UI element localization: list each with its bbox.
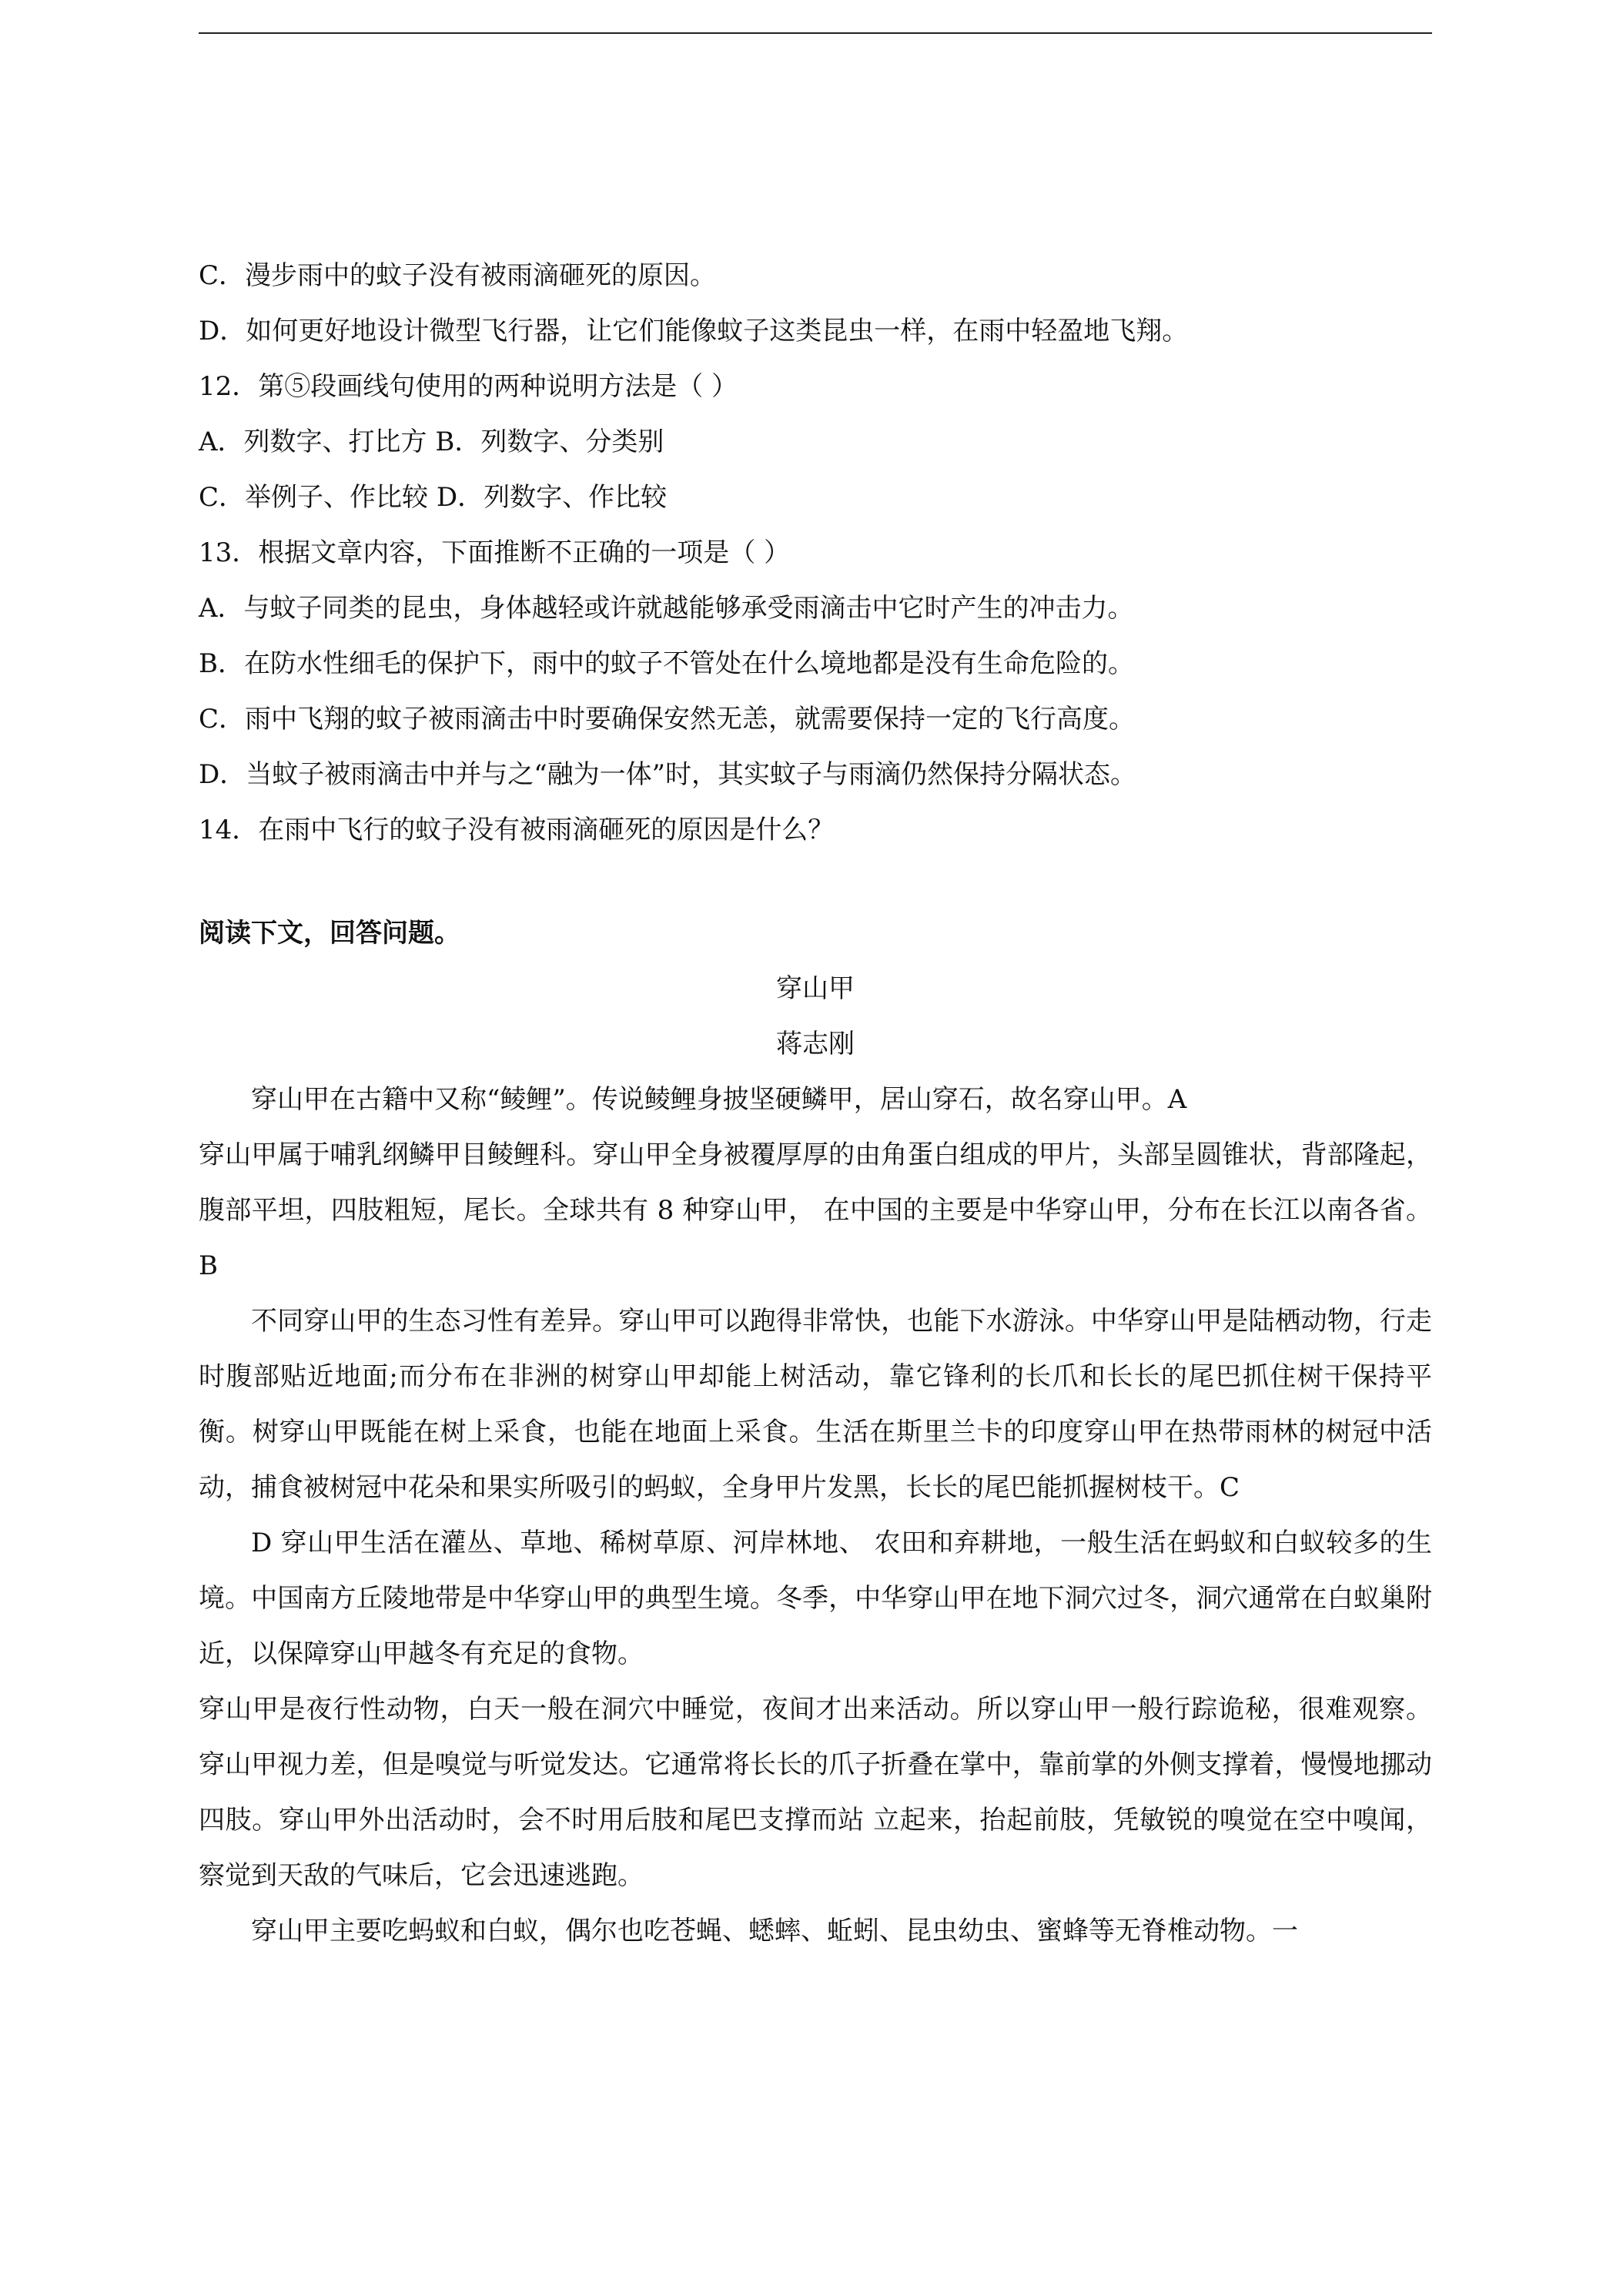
article-author: 蒋志刚 — [776, 1029, 855, 1059]
page-content — [199, 248, 1432, 1959]
article-paragraph-1: 穿山甲在古籍中又称“鲮鲤”。传说鲮鲤身披坚硬鳞甲，居山穿石，故名穿山甲。A — [251, 1084, 1187, 1115]
article-paragraph-2: 穿山甲属于哺乳纲鳞甲目鲮鲤科。穿山甲全身被覆厚厚的由角蛋白组成的甲片，头部呈圆锥状，背部隆起，腹部平坦，四肢粗短，尾长。全球共有 8 种穿山甲， 在中国的主要是中华穿山甲，分布在长江以南各省。B — [199, 1140, 1432, 1281]
q13-option-b: B．在防水性细毛的保护下，雨中的蚊子不管处在什么境地都是没有生命危险的。 — [199, 648, 1134, 679]
q11-option-d: D．如何更好地设计微型飞行器，让它们能像蚊子这类昆虫一样，在雨中轻盈地飞翔。 — [199, 316, 1189, 346]
q12-stem: 12．第⑤段画线句使用的两种说明方法是（ ） — [199, 371, 738, 402]
reading-instruction: 阅读下文，回答问题。 — [199, 918, 460, 949]
article-paragraph-5: 穿山甲是夜行性动物，白天一般在洞穴中睡觉，夜间才出来活动。所以穿山甲一般行踪诡秘，很难观察。 穿山甲视力差，但是嗅觉与听觉发达。它通常将长长的爪子折叠在掌中，靠前掌的外侧支撑着，慢慢地挪动四肢。穿山甲外出活动时，会不时用后肢和尾巴支撑而站 立起来，抬起前肢，凭敏锐的嗅觉在空中嗅闻，察觉到天敌的气味后，它会迅速逃跑。 — [199, 1694, 1432, 1891]
section-gap — [199, 858, 1432, 905]
article-title: 穿山甲 — [776, 973, 855, 1004]
q13-option-c: C．雨中飞翔的蚊子被雨滴击中时要确保安然无恙，就需要保持一定的飞行高度。 — [199, 704, 1136, 735]
article-paragraph-6: 穿山甲主要吃蚂蚁和白蚁，偶尔也吃苍蝇、蟋蟀、蚯蚓、昆虫幼虫、蜜蜂等无脊椎动物。一 — [251, 1916, 1298, 1946]
q14-stem: 14．在雨中飞行的蚊子没有被雨滴砸死的原因是什么？ — [199, 815, 835, 845]
q13-option-d: D．当蚊子被雨滴击中并与之“融为一体”时，其实蚊子与雨滴仍然保持分隔状态。 — [199, 759, 1137, 790]
q12-options-cd: C．举例子、作比较 D．列数字、作比较 — [199, 482, 668, 513]
q11-option-c: C．漫步雨中的蚊子没有被雨滴砸死的原因。 — [199, 260, 717, 291]
header-rule — [199, 32, 1432, 34]
q13-option-a: A．与蚊子同类的昆虫，身体越轻或许就越能够承受雨滴击中它时产生的冲击力。 — [199, 593, 1134, 624]
article-paragraph-3: 不同穿山甲的生态习性有差异。穿山甲可以跑得非常快，也能下水游泳。中华穿山甲是陆栖动物，行走时腹部贴近地面;而分布在非洲的树穿山甲却能上树活动，靠它锋利的长爪和长长的尾巴抓住树干保持平衡。树穿山甲既能在树上采食，也能在地面上采食。生活在斯里兰卡的印度穿山甲在热带雨林的树冠中活动，捕食被树冠中花朵和果实所吸引的蚂蚁，全身甲片发黑，长长的尾巴能抓握树枝干。C — [199, 1306, 1432, 1503]
q13-stem: 13．根据文章内容，下面推断不正确的一项是（ ） — [199, 537, 791, 568]
q12-options-ab: A．列数字、打比方 B．列数字、分类别 — [199, 427, 664, 457]
article-paragraph-4: D 穿山甲生活在灌丛、草地、稀树草原、河岸林地、 农田和弃耕地，一般生活在蚂蚁和白蚁较多的生境。中国南方丘陵地带是中华穿山甲的典型生境。冬季，中华穿山甲在地下洞穴过冬，洞穴通常在白蚁巢附近，以保障穿山甲越冬有充足的食物。 — [199, 1528, 1432, 1669]
